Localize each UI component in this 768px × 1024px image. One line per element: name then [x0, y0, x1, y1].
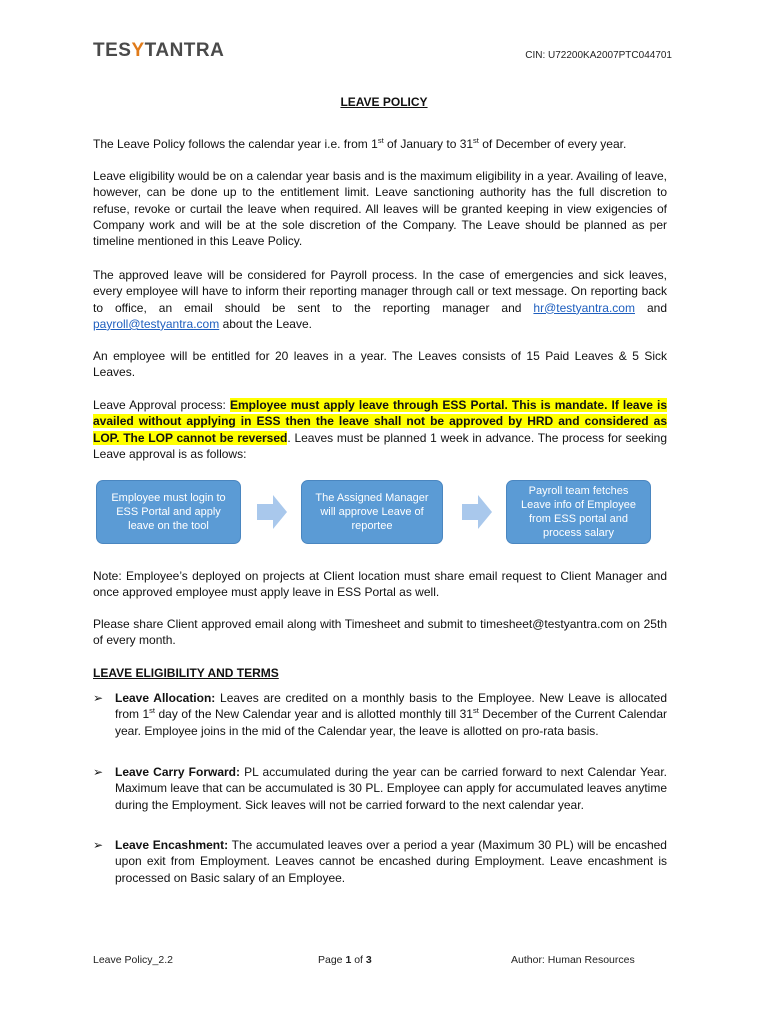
flow-step-manager-approval: The Assigned Manager will approve Leave of reportee — [301, 480, 443, 544]
footer-page-number: Page 1 of 3 — [318, 954, 372, 966]
flow-arrow-icon — [462, 495, 492, 529]
section-title-eligibility: LEAVE ELIGIBILITY AND TERMS — [93, 666, 279, 680]
mandate-highlight: Employee must apply leave through ESS Portal. This is mandate. If leave is availed without applying in ESS then the leave shall not be approved by HRD and considered as LOP. The LOP cannot be reversed — [93, 398, 668, 445]
arrow-bullet-icon: ➢ — [93, 838, 104, 852]
hr-email-link[interactable]: hr@testyantra.com — [533, 300, 635, 315]
flow-step-login: Employee must login to ESS Portal and apply leave on the tool — [96, 480, 241, 544]
paragraph-calendar-year: The Leave Policy follows the calendar year i.e. from 1st of January to 31st of December of every year. — [93, 136, 627, 151]
footer-author: Author: Human Resources — [511, 954, 635, 966]
page-title: LEAVE POLICY — [340, 95, 428, 109]
paragraph-payroll: The approved leave will be considered for Payroll process. In the case of emergencies and sick leaves, every employee will have to inform their reporting manager through call or text message. On reporting back to office, an email should be sent to the reporting manager and hr@testyantra.com and payroll@testyantra.com about the Leave. — [93, 268, 667, 331]
list-item-leave-encashment: ➢ Leave Encashment: The accumulated leaves over a period a year (Maximum 30 PL) will be encashed upon exit from Employment. Leaves cannot be encashed during Employment. Leave encashment is processed on Basic salary of an Employee. — [93, 838, 667, 885]
flow-step-payroll: Payroll team fetches Leave info of Employee from ESS portal and process salary — [506, 480, 651, 544]
paragraph-approval-process: Leave Approval process: Employee must apply leave through ESS Portal. This is mandate. If leave is availed without applying in ESS then the leave shall not be approved by HRD and considered as LOP. The LOP cannot be reversed. Leaves must be planned 1 week in advance. The process for seeking Leave approval is as follows: — [93, 398, 668, 461]
arrow-bullet-icon: ➢ — [93, 765, 104, 779]
footer-document-version: Leave Policy_2.2 — [93, 954, 173, 966]
paragraph-timesheet: Please share Client approved email along with Timesheet and submit to timesheet@testyantra.com on 25th of every month. — [93, 617, 667, 648]
arrow-bullet-icon: ➢ — [93, 691, 104, 705]
list-item-leave-allocation: ➢ Leave Allocation: Leaves are credited on a monthly basis to the Employee. New Leave is allocated from 1st day of the New Calendar year and is allotted monthly till 31st December of the Current Calendar year. Employee joins in the mid of the Calendar year, the leave is allotted on pro-rata basis. — [93, 691, 667, 738]
cin-number: CIN: U72200KA2007PTC044701 — [525, 50, 672, 61]
paragraph-note: Note: Employee’s deployed on projects at Client location must share email request to Client Manager and once approved employee must apply leave in ESS Portal as well. — [93, 569, 667, 600]
payroll-email-link[interactable]: payroll@testyantra.com — [93, 316, 220, 331]
list-item-leave-carry-forward: ➢ Leave Carry Forward: PL accumulated during the year can be carried forward to next Calendar Year. Maximum leave that can be accumulated is 30 PL. Employee can apply for accumulated leaves anytime during the Employment. Sick leaves will not be carried forward to the next calendar year. — [93, 765, 667, 812]
company-logo: TESYTANTRA — [93, 40, 225, 61]
flow-arrow-icon — [257, 495, 287, 529]
paragraph-entitlement: An employee will be entitled for 20 leaves in a year. The Leaves consists of 15 Paid Leaves & 5 Sick Leaves. — [93, 349, 667, 380]
paragraph-eligibility: Leave eligibility would be on a calendar year basis and is the maximum eligibility in a year. Availing of leave, however, can be done up to the entitlement limit. Leave sanctioning authority has the full discretion to refuse, revoke or curtail the leave when required. All leaves will be granted keeping in view exigencies of Company work and will be at the sole discretion of the Company. The Leave should be planned as per timeline mentioned in this Leave Policy. — [93, 169, 667, 249]
